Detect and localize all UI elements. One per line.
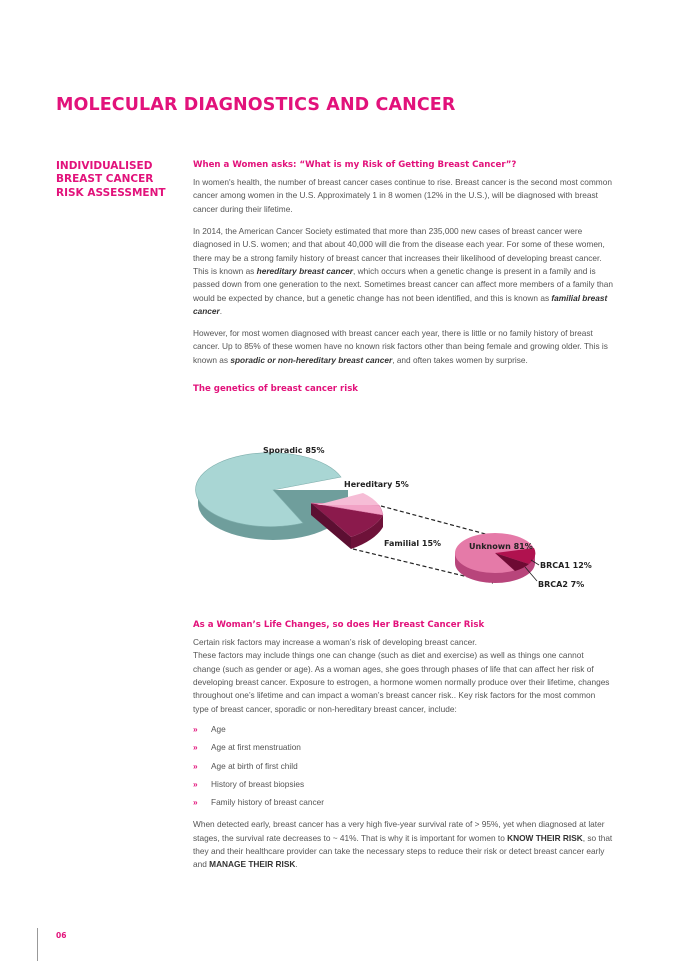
text-span: .: [295, 859, 298, 870]
list-item: [193, 720, 613, 738]
list-item: [193, 738, 613, 756]
list-item-text: Age: [211, 723, 226, 734]
genetics-pie-chart: [193, 433, 613, 603]
list-item: [193, 757, 613, 775]
risk-factors-paragraph: These factors may include things one can change (such as diet and exercise) as well as things one cannot change (such as gender or age). As a woman ages, she goes through phases of life that can affect her risk of developing breast cancer. Exposure to estrogen, a hormone women normally produce over their lifetime, changes throughout one’s lifetime and can impact a woman’s breast cancer risk.. Key risk factors for the most common type of breast cancer, sporadic or non-hereditary breast cancer, include:: [193, 650, 610, 714]
list-item: [193, 793, 613, 811]
section-side-heading: INDIVIDUALISED BREAST CANCER RISK ASSESSMENT: [56, 160, 166, 199]
bullet-marker: »: [193, 760, 198, 771]
manage-risk-emphasis: MANAGE THEIR RISK: [209, 859, 296, 870]
section-intro: [193, 160, 613, 395]
know-risk-emphasis: KNOW THEIR RISK: [507, 832, 583, 843]
survival-paragraph: [193, 818, 613, 871]
life-changes-heading: As a Woman’s Life Changes, so does Her Breast Cancer Risk: [193, 620, 485, 630]
list-item-text: Family history of breast cancer: [211, 797, 324, 808]
risk-question-heading: When a Women asks: “What is my Risk of Getting Breast Cancer”?: [193, 160, 517, 170]
text-span: When detected early, breast cancer has a very high five-year survival rate of > 95%, yet when diagnosed at later stages, the survival rate decreases to ~ 41%. That is why it is important for women to: [193, 819, 605, 843]
connector-line: [381, 506, 493, 536]
text-span: However, for most women diagnosed with breast cancer each year, there is little or no family history of breast cancer. Up to 85% of these women have no known risk factors other than being female and growing older. This is known as: [193, 328, 608, 365]
list-item-text: Age at birth of first child: [211, 760, 298, 771]
hereditary-label: Hereditary 5%: [344, 480, 409, 489]
bullet-marker: »: [193, 742, 198, 753]
hereditary-term: hereditary breast cancer: [256, 265, 354, 276]
sporadic-label: Sporadic 85%: [263, 446, 325, 455]
text-span: .: [219, 305, 223, 316]
page-title: MOLECULAR DIAGNOSTICS AND CANCER: [56, 95, 456, 115]
list-item: [193, 775, 613, 793]
intro-paragraph: In women's health, the number of breast cancer cases continue to rise. Breast cancer is the second most common cancer among women in the U.S. Approximately 1 in 8 women (12% in the U.S.), will be diagnosed with breast cancer during their lifetime.: [193, 177, 612, 214]
text-span: , so that they and their healthcare provider can take the necessary steps to reduce their risk or detect breast cancer early and: [193, 832, 613, 870]
text-span: , which occurs when a genetic change is present in a family and is passed down from one generation to the next. Sometimes breast cancer can affect more members of a family than would be expected by chance, but a genetic change has not been identified, and this is known as: [193, 265, 613, 303]
hereditary-paragraph: [193, 225, 613, 318]
genetics-heading: The genetics of breast cancer risk: [193, 384, 359, 395]
brca2-label: BRCA2 7%: [538, 580, 585, 589]
list-item-text: Age at first menstruation: [211, 742, 301, 753]
risk-factors-list: [193, 720, 613, 811]
familial-term: familial breast cancer: [193, 292, 608, 316]
page-number: 06: [56, 931, 67, 940]
section-life-changes: [193, 620, 613, 872]
list-item-text: History of breast biopsies: [211, 778, 305, 789]
familial-label: Familial 15%: [384, 539, 442, 548]
sporadic-term: sporadic or non-hereditary breast cancer: [230, 354, 393, 365]
sporadic-paragraph: [193, 327, 613, 367]
text-span: In 2014, the American Cancer Society estimated that more than 235,000 new cases of breast cancer were diagnosed in U.S. women; and that about 40,000 will die from the disease each year. For some of these women, there may be a strong family history of breast cancer that increases their likelihood of developing breast cancer. This is known as: [193, 226, 605, 276]
bullet-marker: »: [193, 723, 198, 734]
text-span: , and often takes women by surprise.: [392, 354, 528, 365]
brca1-label: BRCA1 12%: [540, 561, 592, 570]
footer-divider: [37, 928, 38, 961]
unknown-label: Unknown 81%: [469, 542, 533, 551]
bullet-marker: »: [193, 797, 198, 808]
risk-factors-intro: Certain risk factors may increase a woman’s risk of developing breast cancer.: [193, 637, 477, 648]
bullet-marker: »: [193, 778, 198, 789]
